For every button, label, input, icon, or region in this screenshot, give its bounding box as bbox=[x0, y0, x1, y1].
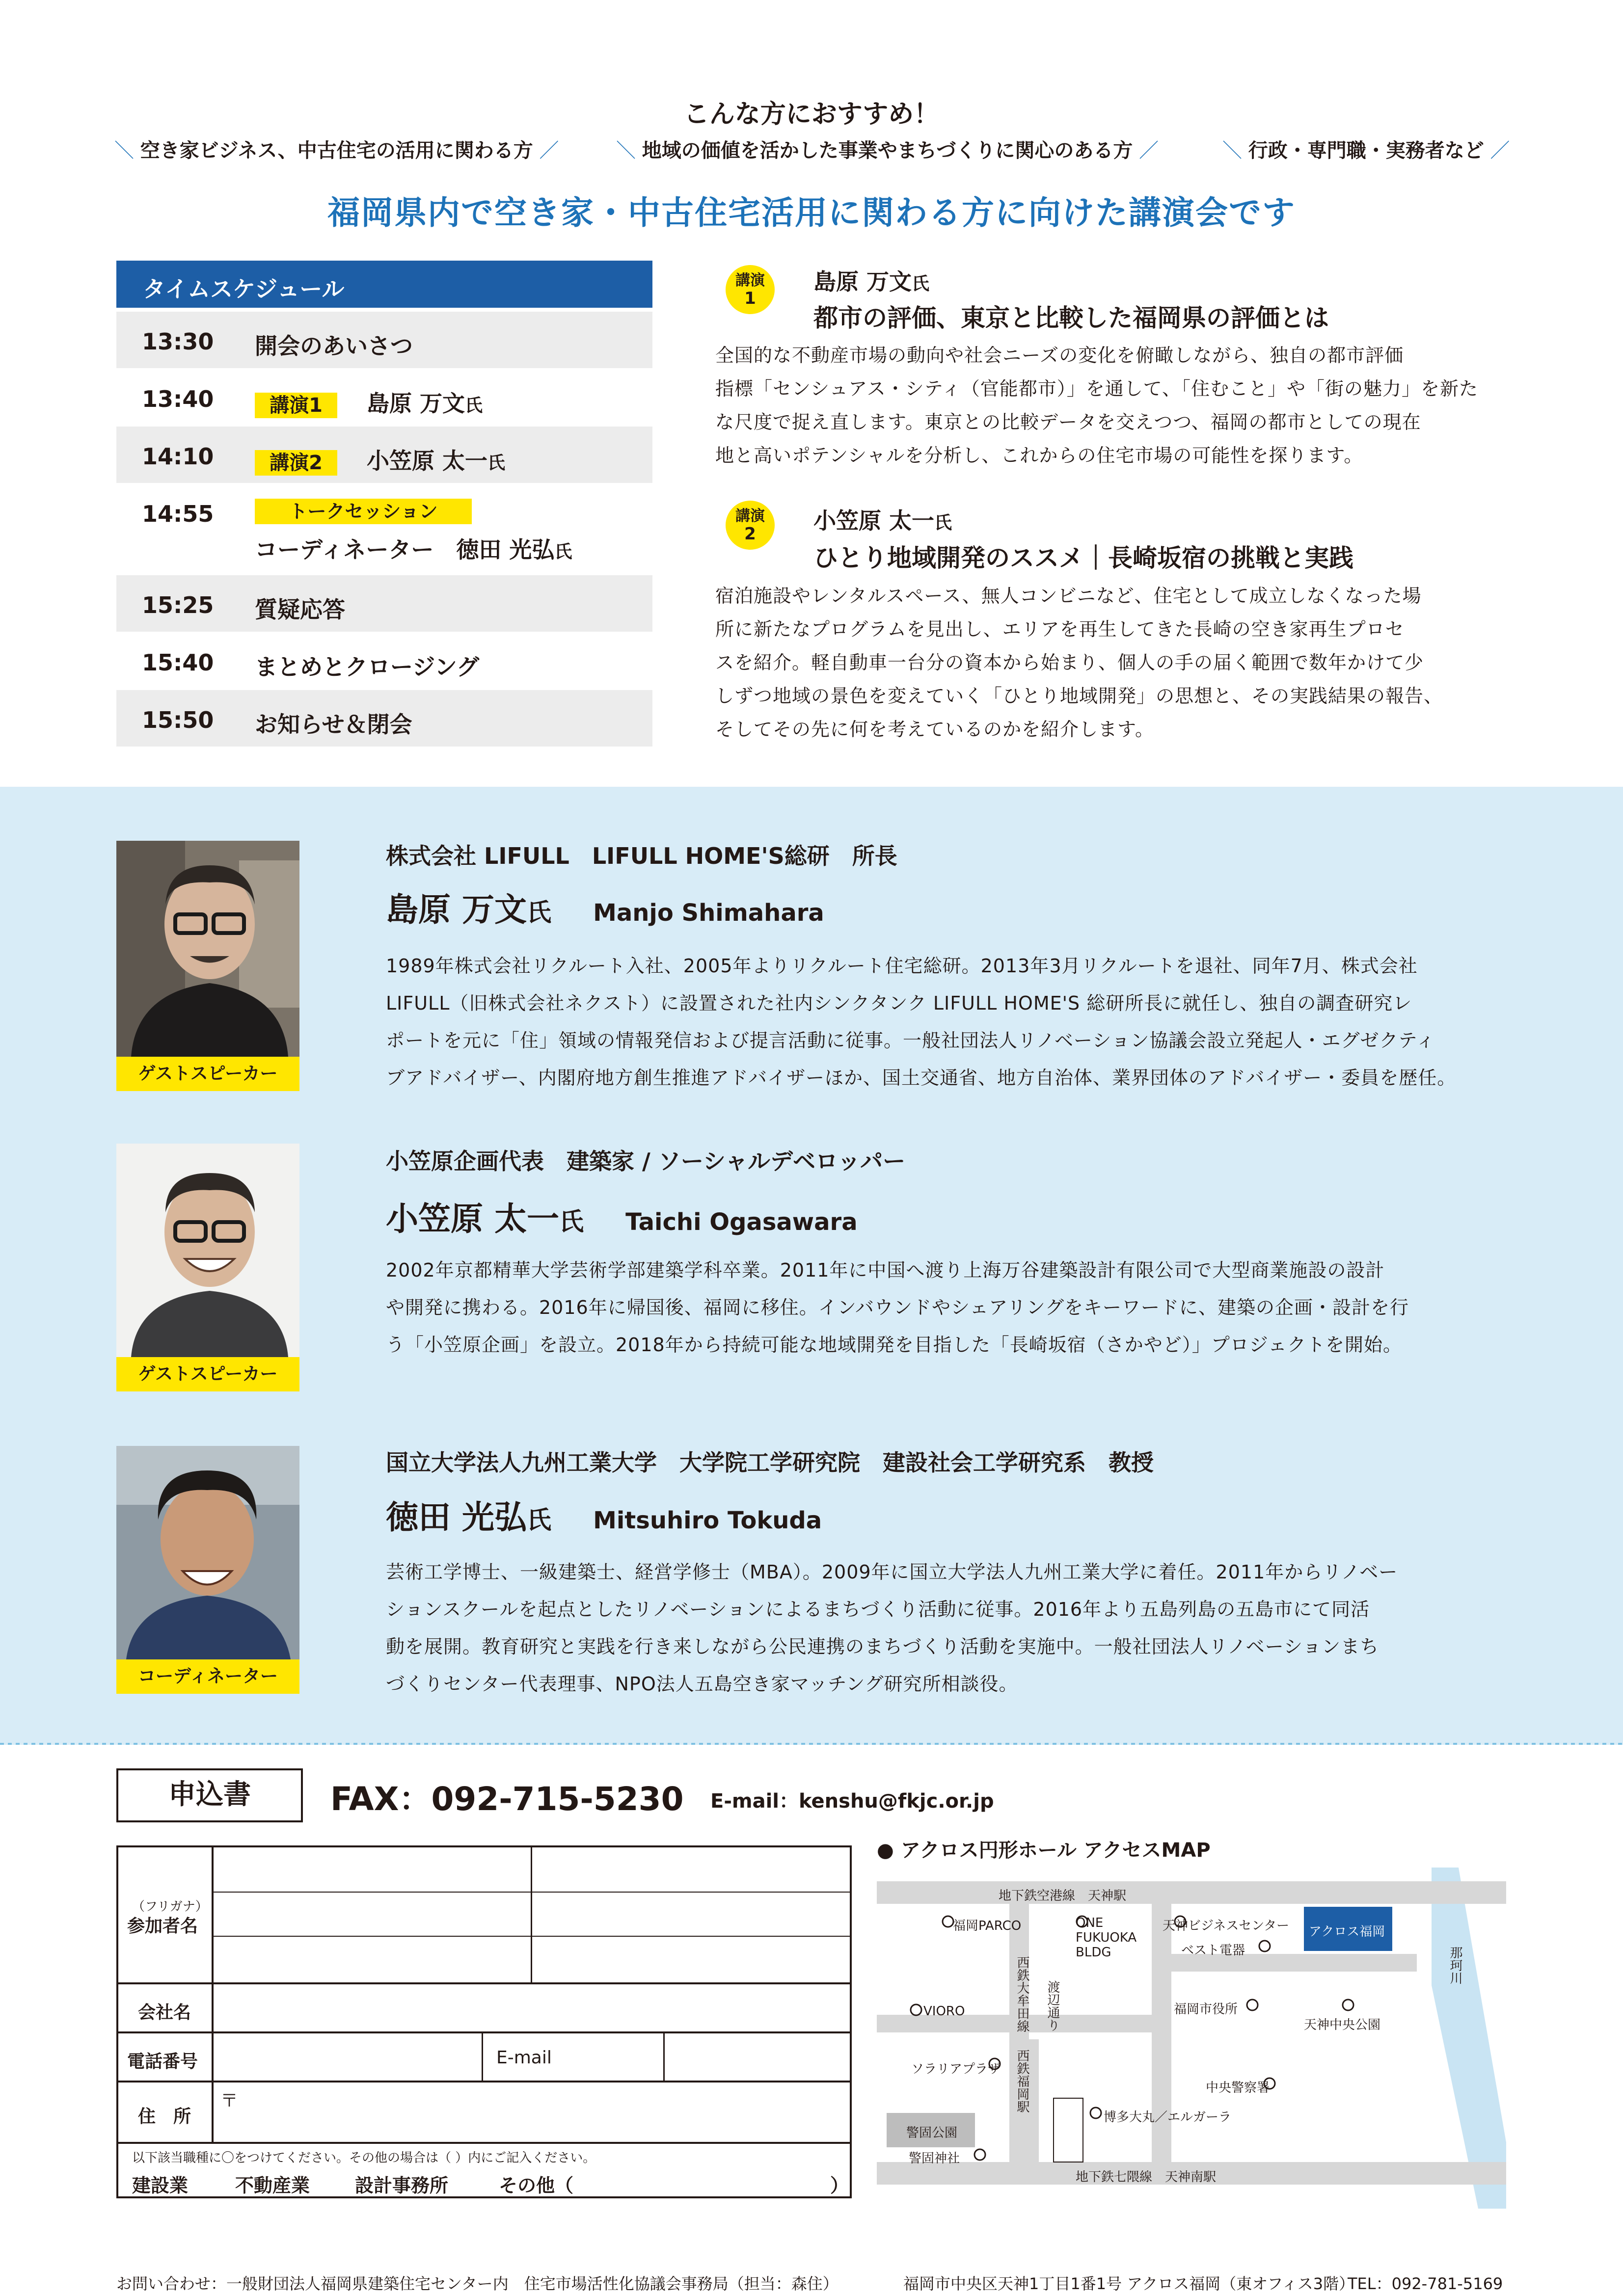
access-map bbox=[877, 1868, 1506, 2209]
footer-tel: TEL：092-781-5169 bbox=[1348, 2274, 1503, 2293]
speaker-name: 小笠原 太一 bbox=[386, 1200, 559, 1238]
lecture-title: 都市の評価、東京と比較した福岡県の評価とは bbox=[813, 304, 1329, 332]
map-daimaru: 博多大丸／エルガーラ bbox=[1104, 2110, 1232, 2125]
address-field[interactable] bbox=[215, 2083, 848, 2141]
company-field[interactable] bbox=[215, 1985, 848, 2030]
address-label: 住 所 bbox=[138, 2107, 191, 2127]
talk-session-tag: トークセッション bbox=[255, 499, 472, 524]
company-label: 会社名 bbox=[138, 2002, 191, 2023]
speaker-affiliation: 株式会社 LIFULL LIFULL HOME'S総研 所長 bbox=[386, 843, 897, 869]
contact-email[interactable]: E-mail：kenshu@fkjc.or.jp bbox=[710, 1790, 994, 1813]
footer-address: 福岡市中央区天神1丁目1番1号 アクロス福岡（東オフィス3階） bbox=[903, 2274, 1355, 2293]
participant-name-field-1[interactable] bbox=[215, 1894, 529, 1935]
speaker-name-en: Taichi Ogasawara bbox=[625, 1208, 858, 1236]
lecture-description: 宿泊施設やレンタルスペース、無人コンビニなど、住宅として成立しなくなった場 所に新たなプログラムを見出し、エリアを再生してきた長崎の空き家再生プロセ スを紹介。軽自動車一台分の資本から始まり、個人の手の届く範囲で数年かけて少 しずつ地域の景色を変えていく「ひとり地域開発」の思想と、その実践結果の報告、 そしてその先に何を考えているのかを紹介します。 bbox=[715, 585, 1443, 740]
speaker-bio: 2002年京都精華大学芸術学部建築学科卒業。2011年に中国へ渡り上海万谷建築設計有限公司で大型商業施設の設計 や開発に携わる。2016年に帰国後、福岡に移住。インバウンドやシェアリングをキーワードに、建築の企画・設計を行 う「小笠原企画」を設立。2018年から持続可能な地域開発を目指した「長崎坂宿（さかやど）」プロジェクトを開始。 bbox=[386, 1259, 1409, 1356]
speaker-name-block bbox=[386, 1491, 822, 1538]
map-nishitetsu-line: 西鉄大牟田線 bbox=[1015, 1956, 1029, 2032]
speaker-role-label: ゲストスピーカー bbox=[116, 1357, 299, 1391]
speaker-name-block bbox=[386, 1193, 858, 1239]
phone-label: 電話番号 bbox=[127, 2052, 198, 2072]
schedule-row bbox=[116, 427, 652, 483]
lecture-badge: 講演 2 bbox=[726, 501, 775, 550]
schedule-desc: お知らせ＆閉会 bbox=[255, 711, 412, 738]
occupation-other[interactable]: その他（ bbox=[499, 2175, 574, 2196]
schedule-row bbox=[116, 575, 652, 632]
honorific: 氏 bbox=[559, 1207, 584, 1236]
speaker-affiliation: 小笠原企画代表 建築家 / ソーシャルデベロッパー bbox=[386, 1148, 906, 1175]
honorific: 氏 bbox=[487, 453, 506, 473]
map-vioro: VIORO bbox=[923, 2004, 965, 2019]
lecture-speaker: 小笠原 太一氏 bbox=[813, 507, 952, 534]
speaker-photo bbox=[116, 1446, 299, 1694]
furigana-label: （フリガナ） bbox=[132, 1899, 208, 1914]
participant-furigana-field-1[interactable] bbox=[215, 1849, 529, 1891]
schedule-desc: 島原 万文 bbox=[367, 390, 465, 417]
participant-label: 参加者名 bbox=[127, 1916, 198, 1936]
map-best: ベスト電器 bbox=[1181, 1943, 1245, 1958]
occupation-real-estate[interactable]: 不動産業 bbox=[235, 2175, 310, 2196]
speaker-role-label: ゲストスピーカー bbox=[116, 1057, 299, 1091]
email-label: E-mail bbox=[496, 2048, 552, 2068]
map-nishitetsu-station: 西鉄福岡駅 bbox=[1015, 2049, 1029, 2113]
dotted-divider bbox=[0, 1743, 1623, 1745]
portrait-image bbox=[116, 841, 299, 1057]
schedule-time: 14:10 bbox=[142, 443, 214, 470]
schedule-row bbox=[116, 312, 652, 368]
speaker-name-en: Manjo Shimahara bbox=[593, 899, 824, 927]
schedule-time: 13:30 bbox=[142, 328, 214, 355]
lecture-description: 全国的な不動産市場の動向や社会ニーズの変化を俯瞰しながら、独自の都市評価 指標「センシュアス・シティ（官能都市）」を通して、「住むこと」や「街の魅力」を新た な尺度で捉え直します。東京との比較データを交えつつ、福岡の都市としての現在 地と高いポテンシャルを分析し、これからの住宅市場の可能性を探ります。 bbox=[715, 345, 1478, 466]
schedule-desc: 開会のあいさつ bbox=[255, 333, 413, 359]
speaker-photo bbox=[116, 1144, 299, 1391]
portrait-image bbox=[116, 1446, 299, 1659]
occupation-construction[interactable]: 建設業 bbox=[132, 2175, 189, 2196]
schedule-desc: 小笠原 太一 bbox=[367, 448, 488, 474]
schedule-row bbox=[116, 369, 652, 426]
schedule-time: 15:25 bbox=[142, 592, 214, 618]
speaker-affiliation: 国立大学法人九州工業大学 大学院工学研究院 建設社会工学研究系 教授 bbox=[386, 1449, 1154, 1476]
map-subway-bottom: 地下鉄七隈線 天神南駅 bbox=[1076, 2170, 1217, 2185]
speaker-bio: 1989年株式会社リクルート入社、2005年よりリクルート住宅総研。2013年3月リクルートを退社、同年7月、株式会社 LIFULL（旧株式会社ネクスト）に設置された社内シンクタンク LIFULL HOME'S 総研所長に就任し、独自の調査研究レ ポートを元に「住」領域の情報発信および提言活動に従事。一般社団法人リノベーション協議会設立発起人・エグゼクティ ブアドバイザー、内閣府地方創生推進アドバイザーほか、国土交通省、地方自治体、業界団体のアドバイザー・委員を歴任。 bbox=[386, 955, 1457, 1089]
speaker-photo bbox=[116, 841, 299, 1091]
speaker-bio: 芸術工学博士、一級建築士、経営学修士（MBA）。2009年に国立大学法人九州工業大学に着任。2011年からリノベー ションスクールを起点としたリノベーションによるまちづくり活動に従事。2016年より五島列島の五島市にて同活 動を展開。教育研究と実践を行き来しながら公民連携のまちづくり活動を実施中。一般社団法人リノベーションまち づくりセンター代表理事、NPO法人五島空き家マッチング研究所相談役。 bbox=[386, 1561, 1398, 1695]
speaker-name: 徳田 光弘 bbox=[386, 1498, 527, 1536]
honorific: 氏 bbox=[526, 898, 551, 927]
map-title: ● アクロス円形ホール アクセスMAP bbox=[877, 1839, 1211, 1862]
postal-mark: 〒 bbox=[220, 2091, 239, 2111]
map-parco: 福岡PARCO bbox=[953, 1919, 1022, 1933]
portrait-image bbox=[116, 1144, 299, 1357]
participant-name-field-2[interactable] bbox=[534, 1894, 848, 1935]
lecture-speaker: 島原 万文氏 bbox=[813, 268, 930, 295]
footer-contact: お問い合わせ：一般財団法人福岡県建築住宅センター内 住宅市場活性化協議会事務局（担当：森住） bbox=[116, 2274, 839, 2293]
schedule-desc: まとめとクロージング bbox=[255, 654, 480, 680]
phone-field[interactable] bbox=[215, 2034, 480, 2079]
map-subway-top: 地下鉄空港線 天神駅 bbox=[999, 1889, 1127, 1903]
schedule-time: 15:50 bbox=[142, 707, 214, 733]
map-tenjin-center: 天神ビジネスセンター bbox=[1163, 1919, 1290, 1933]
map-one-fukuoka: ONE FUKUOKA BLDG bbox=[1076, 1916, 1137, 1960]
lecture-tag: 講演1 bbox=[255, 393, 337, 418]
participant-furigana-field-2[interactable] bbox=[534, 1849, 848, 1891]
lecture-badge: 講演 1 bbox=[726, 265, 775, 314]
application-form-title: 申込書 bbox=[116, 1768, 303, 1822]
schedule-row bbox=[116, 690, 652, 747]
schedule-time: 13:40 bbox=[142, 386, 214, 412]
recommend-item: ＼ 行政・専門職・実務者など ／ bbox=[1222, 139, 1510, 162]
speaker-name: 島原 万文 bbox=[386, 891, 527, 929]
map-river: 那珂川 bbox=[1448, 1946, 1462, 1984]
recommend-title: こんな方におすすめ！ bbox=[683, 100, 940, 129]
schedule-row bbox=[116, 484, 652, 575]
lecture-tag: 講演2 bbox=[255, 450, 337, 476]
honorific: 氏 bbox=[465, 396, 483, 416]
map-keigo-shrine: 警固神社 bbox=[909, 2151, 960, 2166]
honorific: 氏 bbox=[526, 1506, 551, 1534]
map-acros: アクロス福岡 bbox=[1309, 1924, 1385, 1939]
map-central-police: 中央警察署 bbox=[1206, 2081, 1270, 2095]
map-central-park: 天神中央公園 bbox=[1304, 2018, 1381, 2032]
schedule-row bbox=[116, 633, 652, 689]
speaker-name-block bbox=[386, 883, 824, 930]
occupation-other-field[interactable] bbox=[585, 2169, 791, 2192]
recommend-item: ＼ 空き家ビジネス、中古住宅の活用に関わる方 ／ bbox=[114, 139, 559, 162]
application-form bbox=[116, 1845, 852, 2198]
speaker-name-en: Mitsuhiro Tokuda bbox=[593, 1507, 822, 1534]
map-city-hall: 福岡市役所 bbox=[1174, 2002, 1238, 2017]
schedule-desc: 質疑応答 bbox=[255, 596, 345, 623]
speaker-role-label: コーディネーター bbox=[116, 1659, 299, 1694]
fax-number: FAX：092-715-5230 bbox=[330, 1780, 684, 1818]
close-paren: ） bbox=[830, 2175, 849, 2196]
honorific: 氏 bbox=[554, 542, 572, 562]
map-watanabe-street: 渡辺通り bbox=[1045, 1980, 1060, 2031]
schedule-time: 14:55 bbox=[142, 501, 214, 527]
schedule-desc: コーディネーター 徳田 光弘 bbox=[255, 536, 555, 563]
map-keigo-park: 警固公園 bbox=[906, 2126, 958, 2140]
schedule-time: 15:40 bbox=[142, 649, 214, 676]
occupation-design-office[interactable]: 設計事務所 bbox=[355, 2175, 449, 2196]
email-field[interactable] bbox=[666, 2034, 848, 2079]
recommend-item: ＼ 地域の価値を活かした事業やまちづくりに関心のある方 ／ bbox=[616, 139, 1159, 162]
lecture-title: ひとり地域開発のススメ｜長崎坂宿の挑戦と実践 bbox=[813, 544, 1353, 572]
schedule-title: タイムスケジュール bbox=[116, 261, 652, 308]
map-solaria: ソラリアプラザ bbox=[911, 2062, 1001, 2077]
headline: 福岡県内で空き家・中古住宅活用に関わる方に向けた講演会です bbox=[327, 194, 1296, 232]
occupation-note: 以下該当職種に〇をつけてください。その他の場合は（ ）内にご記入ください。 bbox=[132, 2151, 596, 2165]
